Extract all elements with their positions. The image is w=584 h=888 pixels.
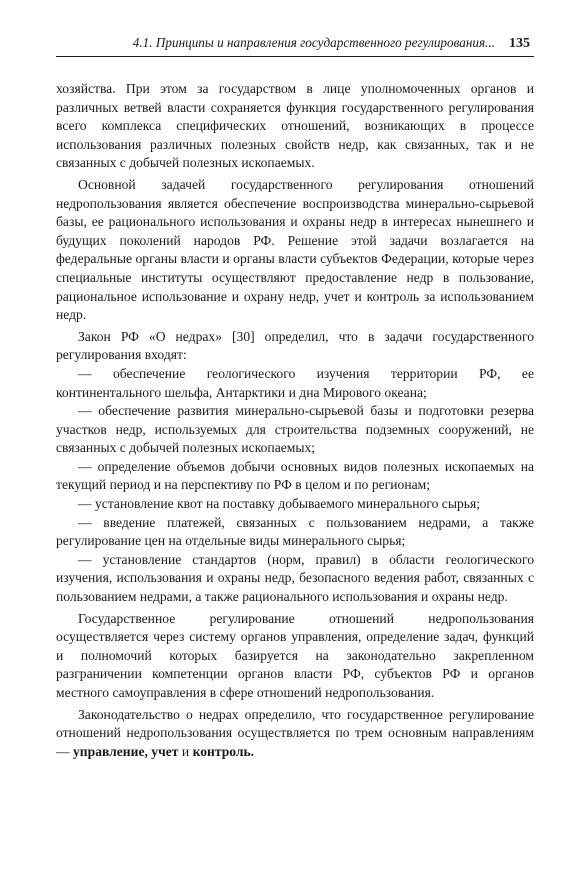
running-title: 4.1. Принципы и направления государственного регулирования... xyxy=(132,35,495,50)
directions-conjunction: и xyxy=(178,743,193,759)
book-page xyxy=(56,34,534,761)
paragraph-main-task: Основной задачей государственного регулирования отношений недропользования является обеспечение воспроизводства минерально-сырьевой базы, ее рационального использования и охраны недр в интересах нынешнего и будущих поколений народов РФ. Решение этой задачи возлагается на федеральные органы власти и органы власти субъектов Федерации, которые через специальные институты осуществляют предоставление недр в пользование, рациональное использование и охрану недр, учет и контроль за использованием недр. xyxy=(56,176,534,323)
list-item: — определение объемов добычи основных видов полезных ископаемых на текущий период и на перспективу по РФ в целом и по регионам; xyxy=(56,458,534,493)
list-item: — обеспечение геологического изучения территории РФ, ее континентального шельфа, Антарктики и дна Мирового океана; xyxy=(56,365,534,400)
list-item: — установление стандартов (норм, правил) в области геологического изучения, использования и охраны недр, безопасного ведения работ, связанных с пользованием недрами, а также рационального использования и охраны недр. xyxy=(56,551,534,605)
directions-bold-management-accounting: управление, учет xyxy=(73,743,179,759)
running-head xyxy=(56,34,534,57)
list-item: — обеспечение развития минерально-сырьевой базы и подготовки резерва участков недр, используемых для строительства подземных сооружений, не связанных с добычей полезных ископаемых; xyxy=(56,403,534,456)
paragraph-regulation-system: Государственное регулирование отношений недропользования осуществляется через систему органов управления, определение задач, функций и полномочий которых базируется на законодательно закрепленном разграничении компетенции органов власти РФ, субъектов РФ и органов местного самоуправления в сфере отношений недропользования. xyxy=(56,610,534,700)
body-text xyxy=(56,80,534,761)
paragraph-directions xyxy=(56,706,534,762)
paragraph-continuation: хозяйства. При этом за государством в лице уполномоченных органов и различных ветвей власти сохраняется функция государственного регулирования всего комплекса специфических отношений, возникающих в процессе использования различных полезных свойств недр, как связанных, так и не связанных с добычей полезных ископаемых. xyxy=(56,81,534,171)
page-number: 135 xyxy=(509,36,530,51)
list-item: — установление квот на поставку добываемого минерального сырья; xyxy=(78,496,480,512)
paragraph-law-intro: Закон РФ «О недрах» [30] определил, что в задачи государственного регулирования входят: xyxy=(56,328,534,363)
directions-bold-control: контроль. xyxy=(192,743,255,759)
directions-lead: Законодательство о недрах определило, что государственное регулирование отношений недропользования осуществляется по трем основным направлениям — xyxy=(56,706,534,759)
list-item: — введение платежей, связанных с пользованием недрами, а также регулирование цен на отдельные виды минерального сырья; xyxy=(56,514,534,549)
